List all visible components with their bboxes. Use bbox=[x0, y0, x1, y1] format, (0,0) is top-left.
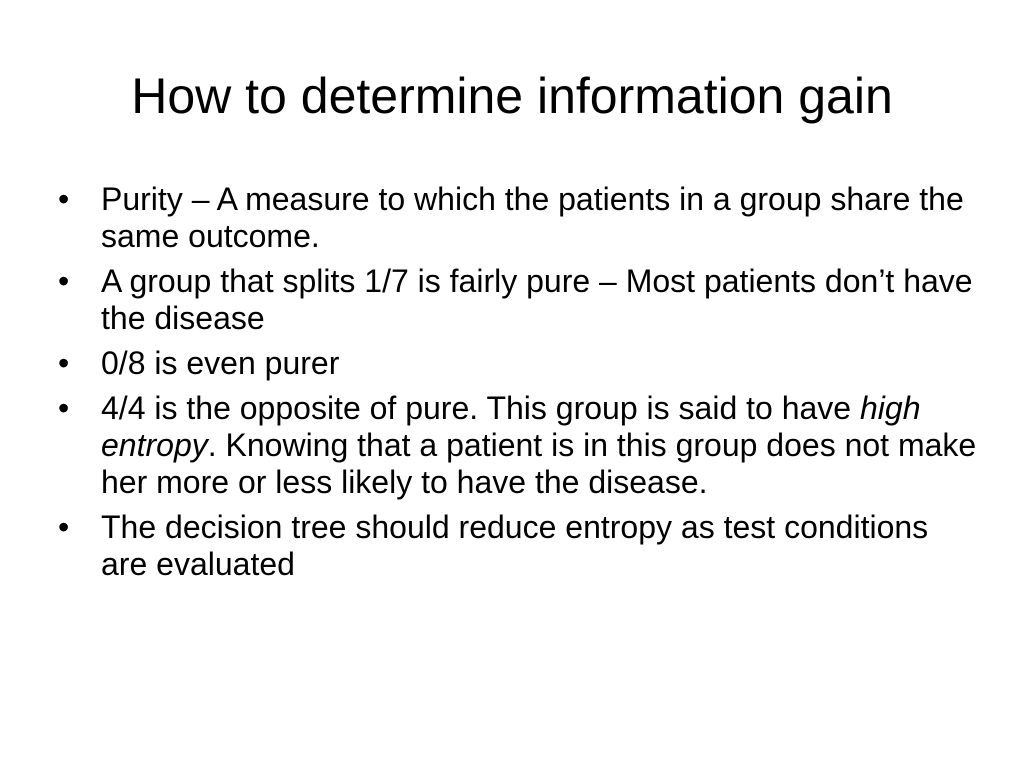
bullet-text-segment: . Knowing that a patient is in this group does not make her more or less likely to have the disease. bbox=[101, 427, 977, 500]
bullet-item bbox=[58, 509, 978, 583]
bullet-icon: • bbox=[58, 509, 70, 545]
bullet-text-segment: 4/4 is the opposite of pure. This group is said to have bbox=[101, 390, 860, 426]
bullet-text bbox=[101, 181, 964, 254]
bullet-icon: • bbox=[58, 390, 70, 426]
bullet-text bbox=[101, 390, 976, 500]
bullet-text bbox=[101, 263, 973, 336]
bullet-icon: • bbox=[58, 345, 70, 381]
emphasis-high-entropy: high entropy bbox=[101, 390, 921, 463]
bullet-text-segment: A group that splits 1/7 is fairly pure – Most patients don’t have the disease bbox=[101, 263, 973, 336]
bullet-text bbox=[101, 345, 339, 381]
bullet-text-segment: The decision tree should reduce entropy as test conditions are evaluated bbox=[101, 509, 929, 582]
bullet-text-segment: Purity – A measure to which the patients in a group share the same outcome. bbox=[101, 181, 964, 254]
bullet-list bbox=[58, 181, 978, 591]
bullet-item bbox=[58, 181, 978, 255]
bullet-item bbox=[58, 263, 978, 337]
bullet-item bbox=[58, 390, 978, 501]
bullet-item bbox=[58, 345, 978, 382]
bullet-text bbox=[101, 509, 928, 582]
slide-title: How to determine information gain bbox=[131, 68, 893, 124]
bullet-icon: • bbox=[58, 263, 70, 299]
bullet-text-segment: 0/8 is even purer bbox=[101, 345, 340, 381]
bullet-icon: • bbox=[58, 181, 70, 217]
